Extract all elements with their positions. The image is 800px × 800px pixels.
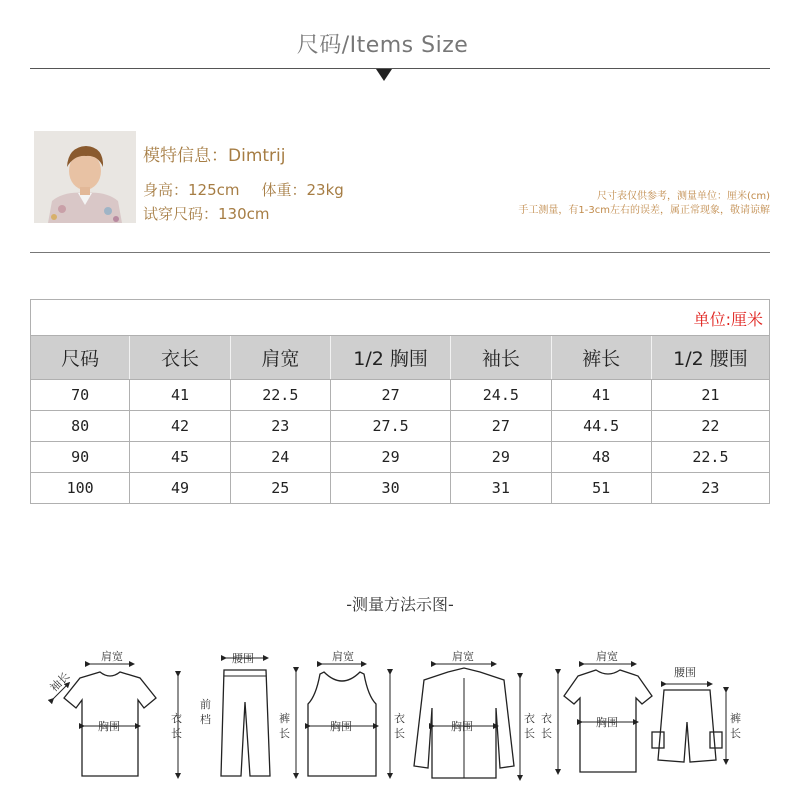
unit-row [31, 300, 769, 336]
section-divider [30, 252, 770, 253]
table-cell: 23 [701, 479, 720, 497]
length-label-1: 衣 [171, 712, 182, 725]
model-trial-size: 试穿尺码：130cm [143, 205, 270, 223]
down-arrow-icon [376, 69, 392, 81]
header-cell: 袖长 [451, 336, 551, 379]
pants-length-label-1: 裤 [279, 712, 290, 725]
tank-length-label-1: 衣 [394, 712, 405, 725]
table-cell: 22 [701, 417, 720, 435]
jacket-length-label-1: 衣 [524, 712, 535, 725]
model-name-label: 模特信息： [143, 146, 228, 166]
set-chest-label: 胸围 [596, 716, 618, 729]
measurement-diagram-title: -测量方法示图- [346, 595, 454, 614]
set-shoulder-label: 肩宽 [596, 650, 618, 663]
table-cell: 51 [552, 473, 652, 503]
model-height: 身高：125cm [143, 181, 240, 199]
model-measurements [143, 179, 344, 200]
shoulder-label: 肩宽 [101, 650, 123, 663]
size-table [30, 299, 770, 504]
page-title: 尺码/Items Size [296, 33, 469, 58]
tank-shoulder-label: 肩宽 [332, 650, 354, 663]
table-row [31, 411, 769, 442]
shorts-length-label-2: 长 [730, 727, 741, 740]
table-header [31, 336, 769, 380]
size-note-line2: 手工测量，有1-3cm左右的误差，属正常现象，敬请谅解 [518, 205, 770, 216]
table-cell: 44.5 [552, 411, 652, 441]
shorts-length-label-1: 裤 [730, 712, 741, 725]
pants-length-label-2: 长 [279, 727, 290, 740]
table-cell: 70 [31, 380, 130, 410]
jacket-shoulder-label: 肩宽 [452, 650, 474, 663]
table-cell: 49 [130, 473, 230, 503]
table-cell: 42 [130, 411, 230, 441]
table-cell: 80 [31, 411, 130, 441]
jacket-length-label-2: 长 [524, 727, 535, 740]
table-row [31, 442, 769, 473]
table-cell: 30 [331, 473, 451, 503]
table-cell: 31 [451, 473, 551, 503]
header-cell: 1/2 胸围 [331, 336, 451, 379]
waist-label: 腰围 [232, 652, 254, 665]
tank-chest-label: 胸围 [330, 720, 352, 733]
header-cell: 肩宽 [231, 336, 331, 379]
header-cell: 衣长 [130, 336, 230, 379]
table-row [31, 380, 769, 411]
tank-length-label-2: 长 [394, 727, 405, 740]
table-cell: 29 [451, 442, 551, 472]
table-cell: 25 [231, 473, 331, 503]
front-rise-label-1: 前 [200, 698, 211, 711]
chest-label: 胸围 [98, 720, 120, 733]
table-cell: 41 [130, 380, 230, 410]
table-cell: 22.5 [692, 448, 729, 466]
set-length-label-2: 长 [541, 727, 552, 740]
top-divider [30, 68, 770, 69]
table-cell: 23 [231, 411, 331, 441]
size-note-line1: 尺寸表仅供参考，测量单位：厘米(cm) [596, 191, 770, 202]
unit-label: 单位:厘米 [693, 310, 763, 329]
sleeve-label: 袖长 [47, 669, 73, 695]
tank-top-diagram [308, 649, 405, 776]
header-cell: 1/2 腰围 [673, 348, 748, 370]
table-cell: 24.5 [451, 380, 551, 410]
table-cell: 48 [552, 442, 652, 472]
table-cell: 45 [130, 442, 230, 472]
table-cell: 27.5 [331, 411, 451, 441]
header-cell: 裤长 [552, 336, 652, 379]
model-name-value: Dimtrij [228, 146, 286, 166]
table-cell: 90 [31, 442, 130, 472]
header-cell: 尺码 [31, 336, 130, 379]
pants-diagram [200, 652, 296, 776]
measurement-diagrams [38, 648, 768, 790]
tshirt-diagram [47, 649, 182, 776]
jacket-chest-label: 胸围 [451, 720, 473, 733]
jacket-diagram [414, 649, 535, 778]
table-cell: 29 [331, 442, 451, 472]
table-cell: 21 [701, 386, 720, 404]
shorts-waist-label: 腰围 [674, 666, 696, 679]
table-cell: 41 [552, 380, 652, 410]
table-cell: 22.5 [231, 380, 331, 410]
model-photo [34, 131, 136, 223]
model-name [143, 141, 285, 166]
shirt-shorts-diagram [541, 649, 741, 772]
front-rise-label-2: 档 [200, 713, 211, 726]
table-cell: 100 [31, 473, 130, 503]
table-row [31, 473, 769, 503]
table-cell: 27 [331, 380, 451, 410]
table-cell: 27 [451, 411, 551, 441]
length-label-2: 长 [171, 727, 182, 740]
table-cell: 24 [231, 442, 331, 472]
model-weight: 体重：23kg [261, 181, 344, 199]
set-length-label-1: 衣 [541, 712, 552, 725]
